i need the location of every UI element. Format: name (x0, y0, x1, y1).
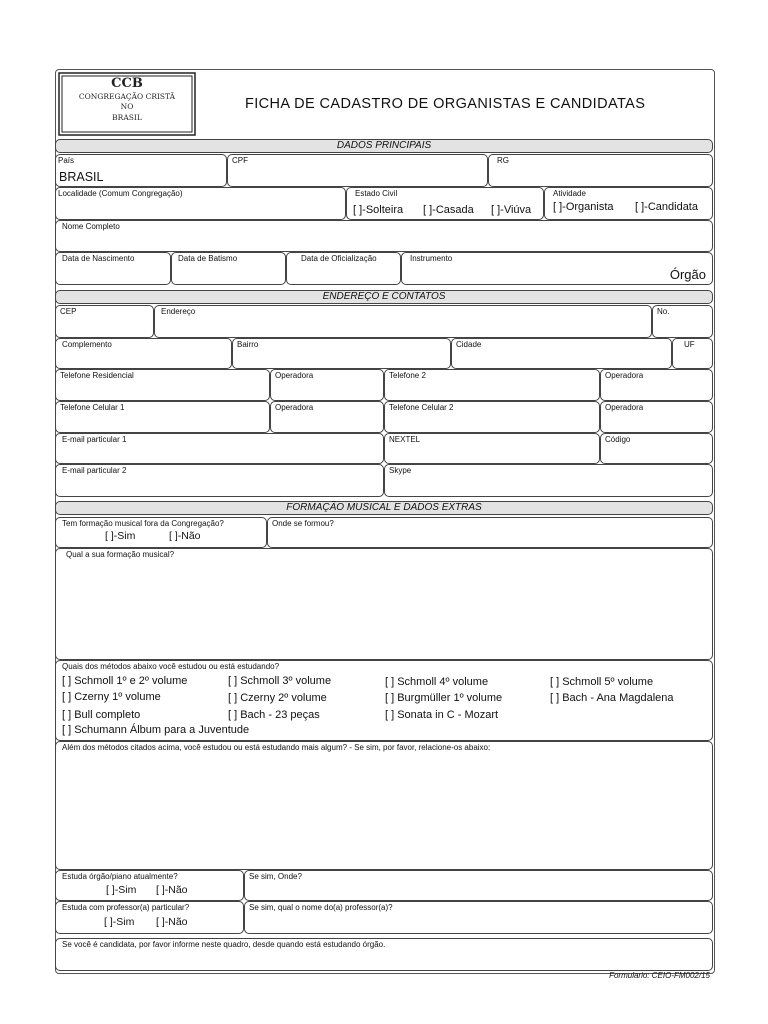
estado-civil-casada[interactable]: [ ]-Casada (423, 204, 474, 216)
instrumento-field[interactable] (401, 252, 713, 285)
cep-field[interactable] (55, 305, 154, 338)
nome-professor-label: Se sim, qual o nome do(a) professor(a)? (249, 903, 393, 912)
estado-civil-viuva[interactable]: [ ]-Viúva (491, 204, 532, 216)
operadora-label-3: Operadora (275, 403, 314, 412)
cel2-label: Telefone Celular 2 (389, 403, 454, 412)
email1-field[interactable] (55, 433, 384, 464)
section-dados-principais: DADOS PRINCIPAIS (55, 139, 713, 153)
estuda-orgao-label: Estuda órgão/piano atualmente? (62, 872, 178, 881)
email1-label: E-mail particular 1 (62, 435, 127, 444)
metodo-czerny-2[interactable]: [ ] Czerny 2º volume (228, 692, 327, 704)
metodo-schmoll-1-2[interactable]: [ ] Schmoll 1º e 2º volume (62, 675, 188, 687)
metodo-burgmuller-1[interactable]: [ ] Burgmüller 1º volume (385, 692, 503, 704)
operadora-label-4: Operadora (605, 403, 644, 412)
bairro-label: Bairro (237, 340, 259, 349)
estuda-orgao-sim[interactable]: [ ]-Sim (106, 884, 137, 896)
skype-field[interactable] (384, 464, 713, 497)
qual-formacao-field[interactable] (55, 548, 713, 660)
formacao-fora-sim[interactable]: [ ]-Sim (105, 530, 136, 542)
logo-line2: NO (120, 102, 134, 111)
se-sim-onde-label: Se sim, Onde? (249, 872, 302, 881)
cel1-label: Telefone Celular 1 (60, 403, 125, 412)
metodo-schmoll-5[interactable]: [ ] Schmoll 5º volume (550, 676, 654, 688)
operadora-field-2[interactable] (600, 369, 713, 401)
numero-field[interactable] (652, 305, 713, 338)
complemento-label: Complemento (62, 340, 112, 349)
qual-formacao-label: Qual a sua formação musical? (66, 550, 175, 559)
onde-formou-label: Onde se formou? (272, 519, 334, 528)
logo-line1: CONGREGAÇÃO CRISTÃ (78, 92, 176, 101)
complemento-field[interactable] (55, 338, 232, 369)
instrumento-label: Instrumento (410, 254, 453, 263)
metodo-schmoll-3[interactable]: [ ] Schmoll 3º volume (228, 675, 332, 687)
cpf-field[interactable] (227, 154, 488, 187)
rg-field[interactable] (488, 154, 713, 187)
oficializacao-field[interactable] (286, 252, 401, 285)
cidade-label: Cidade (456, 340, 482, 349)
estuda-orgao-field (55, 870, 244, 901)
outros-metodos-field[interactable] (55, 741, 713, 870)
metodo-bach-23-pecas[interactable]: [ ] Bach - 23 peças (228, 709, 320, 721)
section-endereco: ENDEREÇO E CONTATOS (55, 290, 713, 304)
pais-value: BRASIL (59, 170, 104, 184)
pais-label: País (58, 156, 75, 165)
estuda-professor-nao[interactable]: [ ]-Não (156, 916, 188, 928)
nome-professor-field[interactable] (244, 901, 713, 934)
metodo-schumann-album[interactable]: [ ] Schumann Álbum para a Juventude (62, 724, 250, 736)
rg-label: RG (497, 156, 509, 165)
cel2-field[interactable] (384, 401, 600, 433)
metodos-field (55, 660, 713, 741)
form-title: FICHA DE CADASTRO DE ORGANISTAS E CANDIDATAS (245, 96, 646, 112)
cpf-label: CPF (232, 156, 248, 165)
estuda-orgao-nao[interactable]: [ ]-Não (156, 884, 188, 896)
formacao-fora-field (55, 517, 267, 548)
atividade-label: Atividade (553, 189, 586, 198)
formacao-fora-label: Tem formação musical fora da Congregação? (62, 519, 224, 528)
email2-field[interactable] (55, 464, 384, 497)
oficializacao-label: Data de Oficialização (301, 254, 377, 263)
email2-label: E-mail particular 2 (62, 466, 127, 475)
estado-civil-field (346, 187, 544, 220)
atividade-candidata[interactable]: [ ]-Candidata (635, 201, 698, 213)
estuda-professor-label: Estuda com professor(a) particular? (62, 903, 190, 912)
operadora-field-1[interactable] (270, 369, 384, 401)
operadora-field-3[interactable] (270, 401, 384, 433)
operadora-field-4[interactable] (600, 401, 713, 433)
candidata-label: Se você é candidata, por favor informe neste quadro, desde quando está estudando órgão. (62, 940, 386, 949)
tel-res-field[interactable] (55, 369, 270, 401)
telefone2-label: Telefone 2 (389, 371, 426, 380)
nome-label: Nome Completo (62, 222, 120, 231)
nextel-label: NEXTEL (389, 435, 421, 444)
section-formacao: FORMAÇÃO MUSICAL E DADOS EXTRAS (55, 501, 713, 515)
atividade-field (544, 187, 713, 220)
numero-label: No. (657, 307, 670, 316)
onde-formou-field[interactable] (267, 517, 713, 548)
logo-line3: BRASIL (112, 113, 142, 122)
logo-mark: CCB (111, 76, 143, 91)
form-code: Formulario: CEIO-FM002/15 (609, 971, 710, 980)
outros-metodos-label: Além dos métodos citados acima, você estudou ou está estudando mais algum? - Se sim, por favor, relacione-os abaixo: (62, 743, 491, 752)
operadora-label-1: Operadora (275, 371, 314, 380)
se-sim-onde-field[interactable] (244, 870, 713, 901)
cep-label: CEP (60, 307, 77, 316)
bairro-field[interactable] (232, 338, 451, 369)
codigo-label: Código (605, 435, 631, 444)
nome-field[interactable] (55, 220, 713, 252)
localidade-field[interactable] (55, 187, 346, 220)
metodo-czerny-1[interactable]: [ ] Czerny 1º volume (62, 691, 161, 703)
skype-label: Skype (389, 466, 412, 475)
codigo-field[interactable] (600, 433, 713, 464)
estado-civil-solteira[interactable]: [ ]-Solteira (353, 204, 404, 216)
endereco-field[interactable] (154, 305, 652, 338)
operadora-label-2: Operadora (605, 371, 644, 380)
telefone2-field[interactable] (384, 369, 600, 401)
estuda-professor-sim[interactable]: [ ]-Sim (104, 916, 135, 928)
tel-res-label: Telefone Residencial (60, 371, 134, 380)
uf-field[interactable] (672, 338, 713, 369)
metodo-sonata-mozart[interactable]: [ ] Sonata in C - Mozart (385, 709, 499, 721)
cidade-field[interactable] (451, 338, 672, 369)
formacao-fora-nao[interactable]: [ ]-Não (169, 530, 201, 542)
batismo-field[interactable] (171, 252, 286, 285)
cel1-field[interactable] (55, 401, 270, 433)
batismo-label: Data de Batismo (178, 254, 238, 263)
metodo-schmoll-4[interactable]: [ ] Schmoll 4º volume (385, 676, 489, 688)
estado-civil-label: Estado Civil (355, 189, 398, 198)
candidata-field[interactable] (55, 938, 713, 971)
pais-field[interactable] (55, 154, 227, 187)
metodo-bull-completo[interactable]: [ ] Bull completo (62, 709, 141, 721)
metodo-bach-ana-magdalena[interactable]: [ ] Bach - Ana Magdalena (550, 692, 674, 704)
nascimento-label: Data de Nascimento (62, 254, 135, 263)
ccb-logo (58, 72, 196, 136)
endereco-label: Endereço (161, 307, 196, 316)
atividade-organista[interactable]: [ ]-Organista (553, 201, 614, 213)
estuda-professor-field (55, 901, 244, 934)
uf-label: UF (684, 340, 695, 349)
nextel-field[interactable] (384, 433, 600, 464)
localidade-label: Localidade (Comum Congregação) (58, 189, 183, 198)
metodos-label: Quais dos métodos abaixo você estudou ou está estudando? (62, 662, 280, 671)
nascimento-field[interactable] (55, 252, 171, 285)
instrumento-value: Órgão (669, 267, 706, 282)
